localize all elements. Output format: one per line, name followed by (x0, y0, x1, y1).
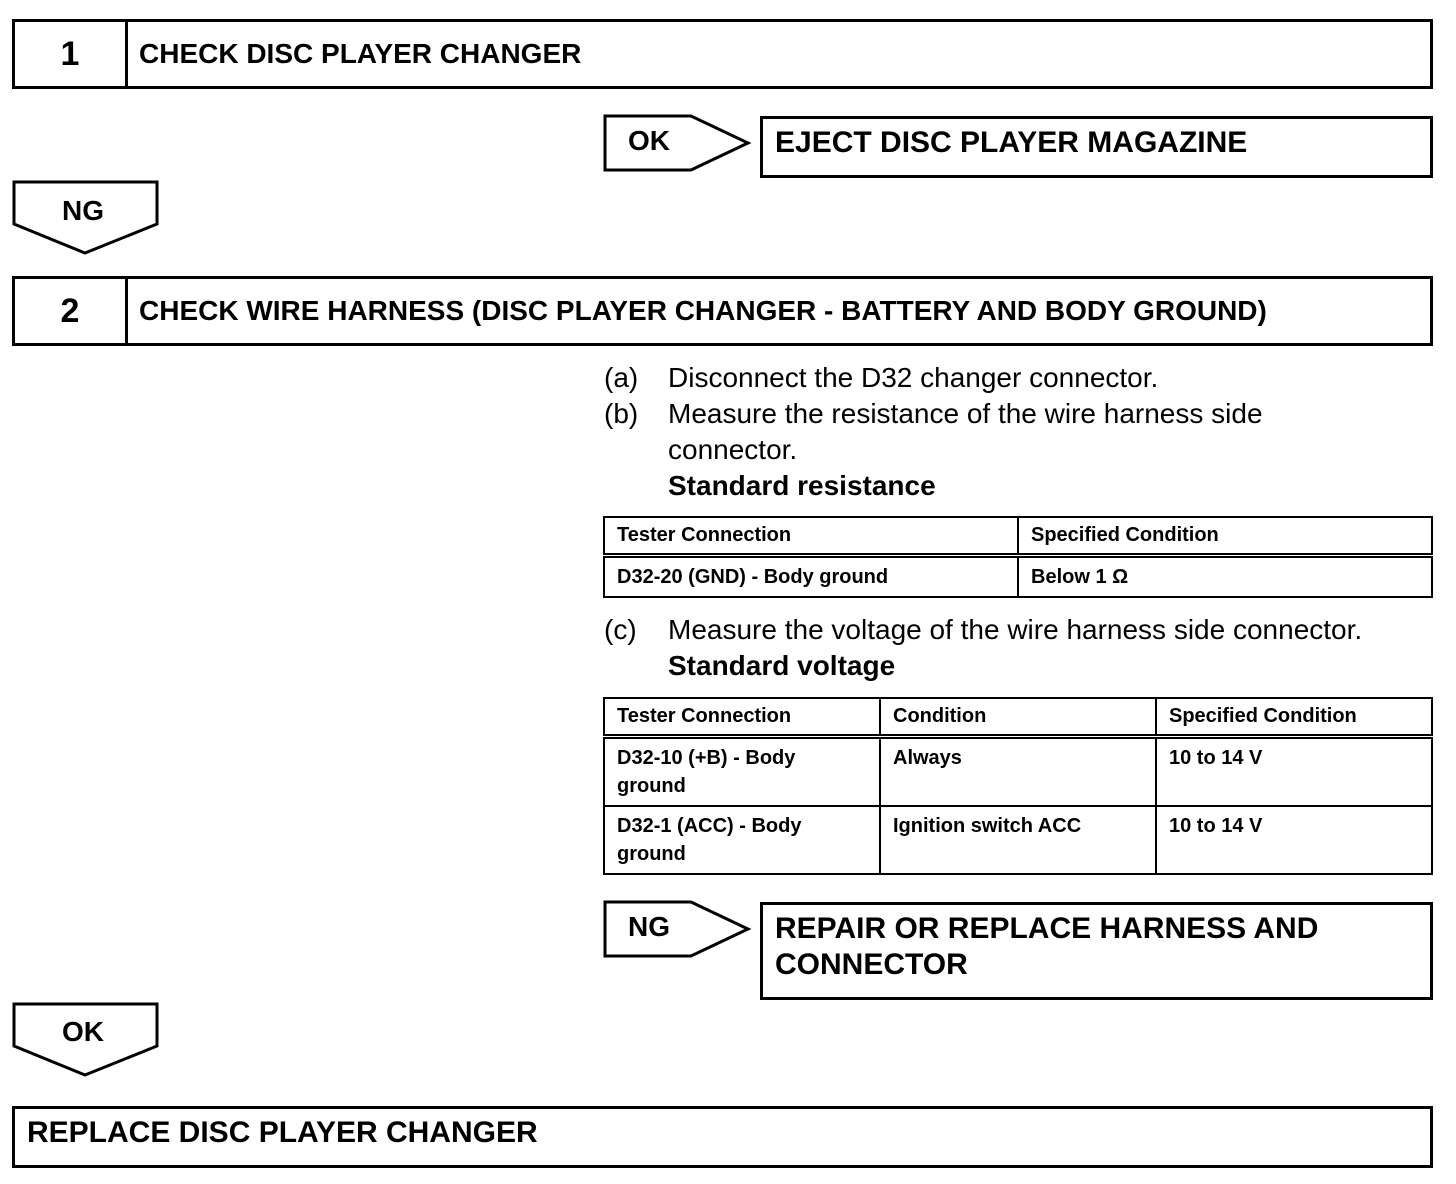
repair-harness-line2: CONNECTOR (775, 948, 968, 981)
ng-label-2: NG (628, 911, 670, 942)
instr-b-letter: (b) (604, 398, 639, 429)
repair-harness-result (760, 902, 1433, 1000)
instructions-c (604, 612, 1444, 684)
voltage-table (603, 697, 1433, 875)
header-tester-connection: Tester Connection (604, 517, 1018, 556)
cell-specified-condition: 10 to 14 V (1156, 806, 1432, 874)
step-1-title: CHECK DISC PLAYER CHANGER (139, 38, 582, 69)
step-2-number: 2 (15, 279, 128, 343)
table-header-row (604, 698, 1432, 737)
cell-tester-connection: D32-10 (+B) - Body ground (604, 737, 880, 807)
ok-right-arrow-icon (603, 114, 753, 174)
step-2-box (12, 276, 1433, 346)
replace-changer-result: REPLACE DISC PLAYER CHANGER (12, 1106, 1433, 1168)
step-2-title: CHECK WIRE HARNESS (DISC PLAYER CHANGER - BATTERY AND BODY GROUND) (139, 295, 1267, 326)
voltage-heading: Standard voltage (668, 650, 896, 681)
ng-right-arrow-icon (603, 900, 753, 960)
table-row (604, 556, 1432, 598)
header-tester-connection: Tester Connection (604, 698, 880, 737)
instr-b-text: Measure the resistance of the wire harness side (668, 398, 1263, 429)
table-row (604, 737, 1432, 807)
table-row (604, 806, 1432, 874)
ok-label-2: OK (62, 1016, 104, 1047)
cell-tester-connection: D32-1 (ACC) - Body ground (604, 806, 880, 874)
instr-a-text: Disconnect the D32 changer connector. (668, 362, 1159, 393)
instr-b-text-cont: connector. (668, 434, 798, 465)
header-specified-condition: Specified Condition (1018, 517, 1432, 556)
resistance-table (603, 516, 1433, 598)
resistance-heading: Standard resistance (668, 470, 936, 501)
header-condition: Condition (880, 698, 1156, 737)
cell-specified-condition: Below 1 Ω (1018, 556, 1432, 598)
ng-label: NG (62, 195, 104, 226)
instr-a-letter: (a) (604, 362, 639, 393)
cell-tester-connection: D32-20 (GND) - Body ground (604, 556, 1018, 598)
instr-c-letter: (c) (604, 614, 637, 645)
header-specified-condition: Specified Condition (1156, 698, 1432, 737)
cell-specified-condition: 10 to 14 V (1156, 737, 1432, 807)
table-header-row (604, 517, 1432, 556)
instr-c-text: Measure the voltage of the wire harness side connector. (668, 614, 1363, 645)
repair-harness-line1: REPAIR OR REPLACE HARNESS AND (775, 912, 1319, 945)
eject-magazine-result: EJECT DISC PLAYER MAGAZINE (760, 116, 1433, 178)
step-1-box (12, 19, 1433, 89)
step-1-number: 1 (15, 22, 128, 86)
cell-condition: Ignition switch ACC (880, 806, 1156, 874)
cell-condition: Always (880, 737, 1156, 807)
ok-label: OK (628, 125, 670, 156)
instructions-ab (604, 360, 1434, 504)
